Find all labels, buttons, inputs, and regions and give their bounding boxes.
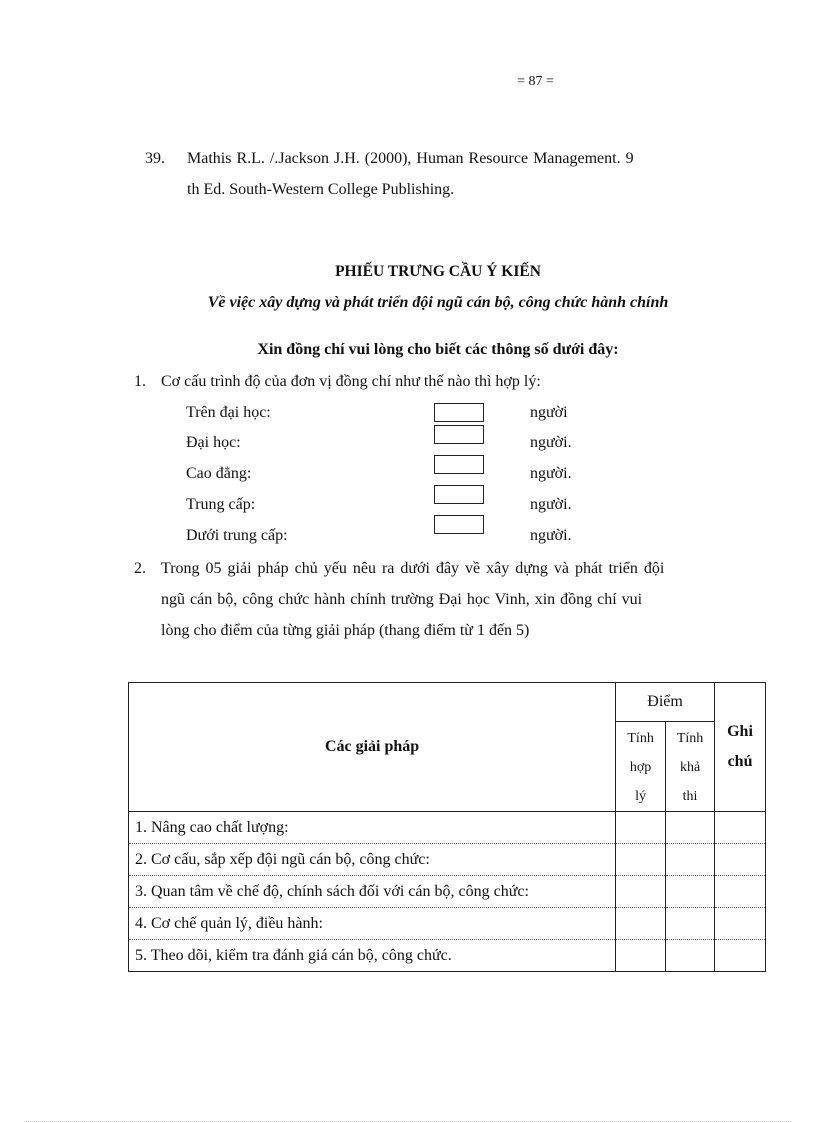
level-count-box[interactable]: [434, 425, 484, 444]
score-feasible-cell[interactable]: [666, 876, 715, 908]
reference-line-1: Mathis R.L. /.Jackson J.H. (2000), Human Resource Management. 9: [187, 150, 634, 167]
question-2-number: 2.: [134, 560, 146, 577]
note-cell[interactable]: [715, 812, 766, 844]
table-row: [129, 908, 766, 940]
question-2-line-3: lòng cho điểm của từng giải pháp (thang điểm từ 1 đến 5): [161, 622, 530, 639]
solution-label: 2. Cơ cấu, sắp xếp đội ngũ cán bộ, công chức:: [129, 844, 616, 876]
level-label: Trên đại học:: [186, 404, 271, 421]
page-number: = 87 =: [517, 74, 554, 89]
table-row: [129, 844, 766, 876]
header-score: Điểm: [616, 683, 715, 722]
level-label: Cao đẳng:: [186, 465, 252, 482]
solution-label: 5. Theo dõi, kiểm tra đánh giá cán bộ, công chức.: [129, 940, 616, 972]
question-1-number: 1.: [134, 373, 146, 390]
score-reasonable-cell[interactable]: [616, 812, 666, 844]
level-unit: người.: [530, 465, 572, 482]
form-title: PHIẾU TRƯNG CẦU Ý KIẾN: [335, 263, 541, 280]
table-row: [129, 876, 766, 908]
question-1-text: Cơ cấu trình độ của đơn vị đồng chí như thế nào thì hợp lý:: [161, 373, 541, 390]
level-count-box[interactable]: [434, 485, 484, 504]
table-row: [129, 812, 766, 844]
score-reasonable-cell[interactable]: [616, 908, 666, 940]
score-reasonable-cell[interactable]: [616, 940, 666, 972]
note-cell[interactable]: [715, 908, 766, 940]
note-cell[interactable]: [715, 876, 766, 908]
level-label: Trung cấp:: [186, 496, 256, 513]
note-cell[interactable]: [715, 844, 766, 876]
reference-line-2: th Ed. South-Western College Publishing.: [187, 181, 455, 198]
score-feasible-cell[interactable]: [666, 812, 715, 844]
question-2-line-2: ngũ cán bộ, công chức hành chính trường Đại học Vinh, xin đồng chí vui: [161, 591, 643, 608]
header-solutions: Các giải pháp: [129, 683, 616, 812]
note-cell[interactable]: [715, 940, 766, 972]
level-count-box[interactable]: [434, 515, 484, 534]
header-feasible: Tính khả thi: [666, 722, 715, 812]
level-label: Dưới trung cấp:: [186, 527, 288, 544]
level-unit: người.: [530, 527, 572, 544]
form-instruction: Xin đồng chí vui lòng cho biết các thông số dưới đây:: [257, 341, 619, 358]
solutions-table: [128, 682, 766, 972]
header-reasonable: Tính hợp lý: [616, 722, 666, 812]
level-count-box[interactable]: [434, 403, 484, 422]
level-unit: người.: [530, 434, 572, 451]
header-note: Ghi chú: [715, 683, 766, 812]
solution-label: 4. Cơ chế quản lý, điều hành:: [129, 908, 616, 940]
solution-label: 1. Nâng cao chất lượng:: [129, 812, 616, 844]
score-feasible-cell[interactable]: [666, 940, 715, 972]
level-unit: người: [530, 404, 568, 421]
level-unit: người.: [530, 496, 572, 513]
page-bottom-rule: [25, 1121, 791, 1122]
score-reasonable-cell[interactable]: [616, 876, 666, 908]
score-feasible-cell[interactable]: [666, 908, 715, 940]
question-2-line-1: Trong 05 giải pháp chủ yếu nêu ra dưới đây về xây dựng và phát triển đội: [161, 560, 665, 577]
table-row: [129, 940, 766, 972]
score-reasonable-cell[interactable]: [616, 844, 666, 876]
level-count-box[interactable]: [434, 455, 484, 474]
score-feasible-cell[interactable]: [666, 844, 715, 876]
level-label: Đại học:: [186, 434, 241, 451]
solution-label: 3. Quan tâm về chế độ, chính sách đối với cán bộ, công chức:: [129, 876, 616, 908]
reference-number: 39.: [145, 150, 165, 167]
form-subtitle: Về việc xây dựng và phát triển đội ngũ cán bộ, công chức hành chính: [207, 294, 669, 311]
